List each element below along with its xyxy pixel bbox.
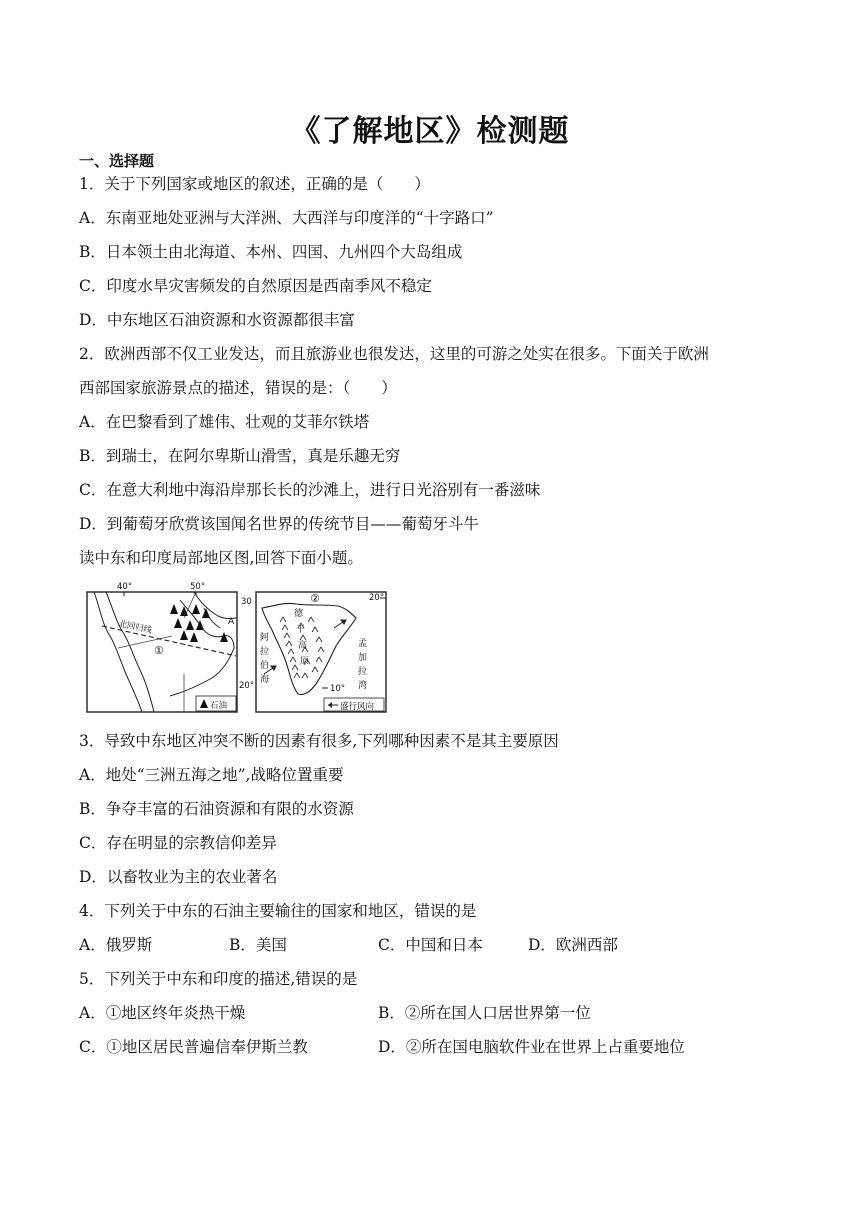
map-intro: 读中东和印度局部地区图,回答下面小题。 (79, 549, 363, 567)
lat-20-label-left: 20° (239, 681, 255, 691)
lon-50-label: 50° (190, 582, 206, 592)
question-5-option-a: A．①地区终年炎热干燥 (79, 1004, 246, 1022)
lat-10-label: 10° (330, 684, 346, 694)
question-2-option-a: A．在巴黎看到了雄伟、壮观的艾菲尔铁塔 (79, 413, 370, 431)
marker-a-label: A (228, 617, 235, 627)
question-4-option-a: A．俄罗斯 (79, 936, 153, 954)
bay-of-bengal-char-3: 拉 (358, 667, 368, 677)
deccan-char-4: 原 (300, 657, 310, 667)
middle-east-map (87, 582, 254, 712)
arabian-sea-char-4: 海 (260, 675, 270, 685)
question-1-option-d: D．中东地区石油资源和水资源都很丰富 (79, 311, 355, 329)
bay-of-bengal-char-2: 加 (358, 653, 368, 663)
bay-of-bengal-char-1: 孟 (358, 639, 368, 649)
arabian-sea-char-2: 拉 (260, 647, 270, 657)
bay-of-bengal-char-4: 湾 (358, 681, 368, 691)
question-3-option-b: B．争夺丰富的石油资源和有限的水资源 (79, 800, 354, 818)
question-3-option-d: D．以畜牧业为主的农业著名 (79, 868, 278, 886)
arabian-sea-char-1: 阿 (260, 633, 270, 643)
question-1-option-c: C．印度水旱灾害频发的自然原因是西南季风不稳定 (79, 277, 432, 295)
page-title: 《了解地区》检测题 (290, 114, 570, 149)
map-svg (84, 578, 390, 716)
question-3-stem: 3．导致中东地区冲突不断的因素有很多,下列哪种因素不是其主要原因 (79, 732, 559, 750)
question-5-option-b: B．②所在国人口居世界第一位 (378, 1004, 591, 1022)
question-2-option-b: B．到瑞士，在阿尔卑斯山滑雪，真是乐趣无穷 (79, 447, 401, 465)
marker-2-label: ② (310, 592, 320, 605)
question-2-option-c: C．在意大利地中海沿岸那长长的沙滩上，进行日光浴别有一番滋味 (79, 481, 541, 499)
deccan-char-2: 干 (296, 625, 306, 635)
question-1-stem: 1．关于下列国家或地区的叙述，正确的是（ ） (79, 175, 430, 193)
deccan-char-1: 德 (294, 609, 304, 619)
oil-legend-label: 石油 (210, 701, 228, 711)
question-3-option-a: A．地处“三洲五海之地”,战略位置重要 (79, 766, 344, 784)
question-5-option-d: D．②所在国电脑软件业在世界上占重要地位 (378, 1038, 685, 1056)
question-5-stem: 5．下列关于中东和印度的描述,错误的是 (79, 970, 358, 988)
question-3-option-c: C．存在明显的宗教信仰差异 (79, 834, 277, 852)
lat-20-label-right: 20° (369, 593, 385, 603)
question-1-option-a: A．东南亚地处亚洲与大洋洲、大西洋与印度洋的“十字路口” (79, 209, 494, 227)
tropic-label: 北回归线 (117, 619, 153, 637)
question-5-option-c: C．①地区居民普遍信奉伊斯兰教 (79, 1038, 308, 1056)
question-4-option-b: B．美国 (229, 936, 287, 954)
india-map (256, 592, 386, 712)
question-2-stem-line-2: 西部国家旅游景点的描述，错误的是：（ ） (79, 379, 397, 397)
map-figure (84, 578, 390, 716)
question-4-option-c: C．中国和日本 (378, 936, 483, 954)
question-1-option-b: B．日本领土由北海道、本州、四国、九州四个大岛组成 (79, 243, 463, 261)
lon-40-label: 40° (117, 582, 133, 592)
question-4-option-d: D．欧洲西部 (528, 936, 618, 954)
arabian-sea-char-3: 伯 (260, 661, 270, 671)
deccan-char-3: 高 (298, 641, 308, 651)
wind-legend-label: 盛行风向 (340, 702, 375, 712)
question-2-stem-line-1: 2．欧洲西部不仅工业发达，而且旅游业也很发达，这里的可游之处实在很多。下面关于欧洲 (79, 345, 709, 363)
question-4-stem: 4．下列关于中东的石油主要输往的国家和地区，错误的是 (79, 902, 477, 920)
marker-1-label: ① (154, 644, 164, 657)
section-heading: 一、选择题 (79, 152, 155, 170)
question-2-option-d: D．到葡萄牙欣赏该国闻名世界的传统节目——葡萄牙斗牛 (79, 515, 479, 533)
lat-30-label: 30 (241, 597, 252, 607)
